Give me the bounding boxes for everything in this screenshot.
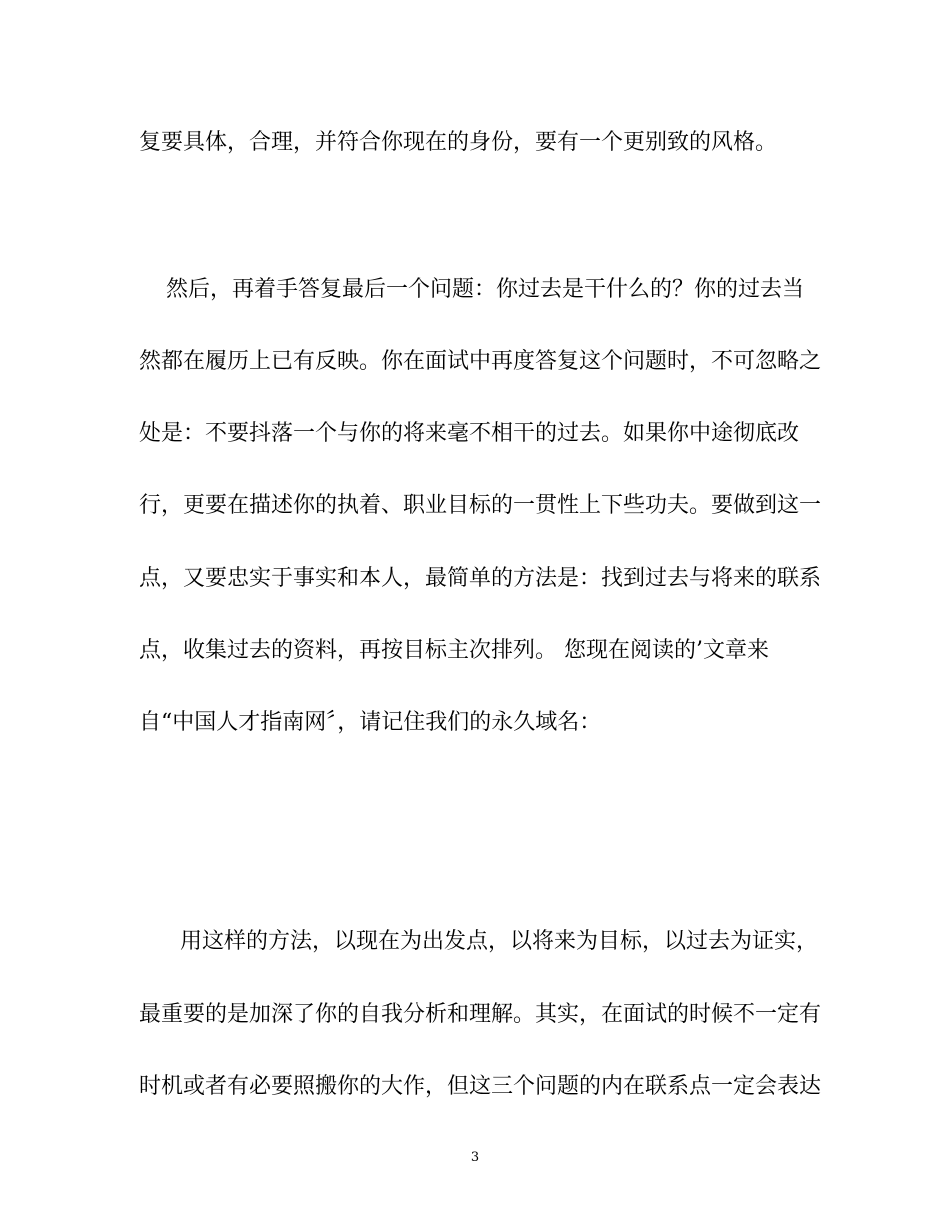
text-line: 点，又要忠实于事实和本人，最简单的方法是：找到过去与将来的联系 (139, 566, 822, 591)
text-line: 时机或者有必要照搬你的大作，但这三个问题的内在联系点一定会表达 (139, 1074, 822, 1099)
page-number: 3 (470, 1150, 480, 1165)
text-line: 处是：不要抖落一个与你的将来毫不相干的过去。如果你中途彻底改 (139, 421, 800, 446)
text-line: 复要具体，合理，并符合你现在的身份，要有一个更别致的风格。 (139, 130, 778, 155)
text-line: 用这样的方法，以现在为出发点，以将来为目标，以过去为证实， (180, 929, 819, 954)
text-line: 然后，再着手答复最后一个问题：你过去是干什么的？你的过去当 (166, 277, 805, 302)
text-line: 行，更要在描述你的执着、职业目标的一贯性上下些功夫。要做到这一 (139, 493, 822, 518)
text-line: 自“中国人才指南网〞，请记住我们的永久域名： (139, 710, 602, 735)
text-line: 然都在履历上已有反映。你在面试中再度答复这个问题时，不可忽略之 (139, 349, 822, 374)
text-line: 点，收集过去的资料，再按目标主次排列。 您现在阅读的’文章来 (139, 638, 769, 663)
text-line: 最重要的是加深了你的自我分析和理解。其实，在面试的时候不一定有 (139, 1002, 822, 1027)
